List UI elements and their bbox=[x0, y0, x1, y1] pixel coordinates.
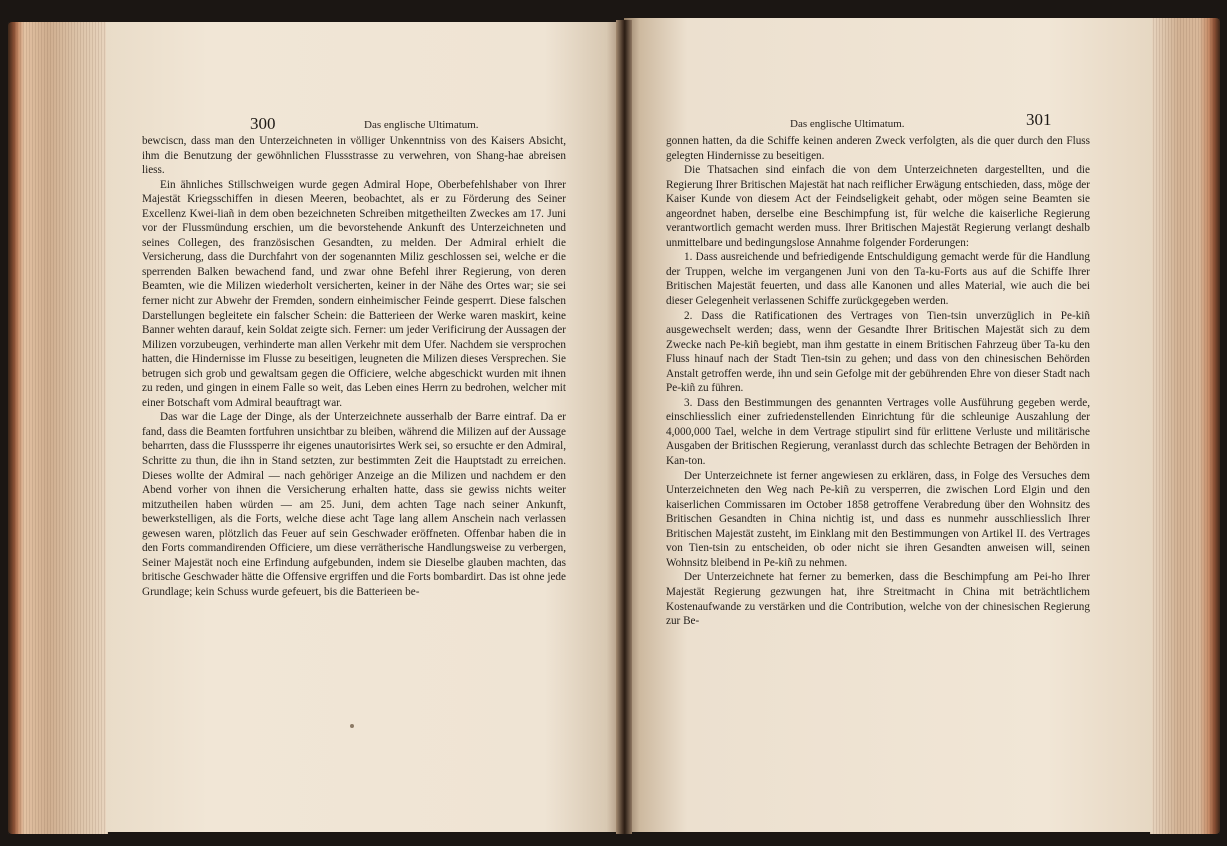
paragraph: Die Thatsachen sind einfach die von dem Unterzeichneten dargestellten, und die Regierung Ihrer Britischen Majestät hat nach reiflicher Erwägung entschieden, dass, möge der Kaiser Kunde von diesem Act der Feindseligkeit gehabt, oder mögen seine Beamten sie angeordnet haben, derselbe eine Beschimpfung ist, für welche die kaiserliche Regierung verantwortlich gemacht werden muss. Ihrer Britischen Majestät Regierung verlangt deshalb unmittelbare und bedingungslose Annahme folgender Forderungen: bbox=[666, 164, 1090, 249]
paragraph: gonnen hatten, da die Schiffe keinen anderen Zweck verfolgten, als die quer durch den Fluss gelegten Hindernisse zu beseitigen. bbox=[666, 135, 1090, 162]
paragraph: bewciscn, dass man den Unterzeichneten in völliger Unkenntniss von des Kaisers Absicht, ihm die Benutzung der gewöhnlichen Flussstrasse zu verwehren, von Shang-hae abreisen liess. bbox=[142, 135, 566, 177]
left-page-number: 300 bbox=[250, 114, 276, 133]
paragraph: 3. Dass den Bestimmungen des genannten Vertrages volle Ausführung gegeben werde, einschliesslich einer zufriedenstellenden Einrichtung für die schleunige Auszahlung der 4,000,000 Tael, welche in dem Vertrage stipulirt sind für erlittene Verluste und militärische Ausgaben der Britischen Regierung, veranlasst durch das schlechte Betragen der Behörden in Kan-ton. bbox=[666, 396, 1090, 468]
book-gutter bbox=[616, 20, 632, 834]
right-page-number: 301 bbox=[1026, 110, 1052, 129]
right-running-head: Das englische Ultimatum. bbox=[790, 118, 905, 130]
paragraph: Der Unterzeichnete ist ferner angewiesen zu erklären, dass, in Folge des Versuches dem Unterzeichneten den Weg nach Pe-kiñ zu versperren, die zwischen Lord Elgin und den kaiserlichen Commissaren im October 1858 getroffene Verabredung über den Wohnsitz des Britischen Gesandten in China nichtig ist, und dass es nunmehr ausschliesslich Ihrer Britischen Majestät zusteht, im Einklang mit den Bestimmungen von Artikel II. des Vertrages von Tien-tsin zu entscheiden, ob oder nicht sie ihren Gesandten anweisen will, seinen Wohnsitz bleibend in Pe-kiñ zu nehmen. bbox=[666, 469, 1090, 569]
paragraph: 2. Dass die Ratificationen des Vertrages von Tien-tsin unverzüglich in Pe-kiñ ausgewechselt werden; dass, wenn der Gesandte Ihrer Britischen Majestät sich zu dem Zwecke nach Pe-kiñ begiebt, man ihm gestatte in einem Britischen Fahrzeug über Ta-ku den Fluss hinauf nach der Stadt Tien-tsin zu gehen; und dass von den chinesischen Behörden Anstalt getroffen werde, ihn und sein Gefolge mit der gebührenden Ehre von dieser Stadt nach Pe-kiñ zu führen. bbox=[666, 309, 1090, 395]
left-page-edges bbox=[8, 22, 108, 834]
right-page-edges bbox=[1150, 18, 1220, 834]
paragraph: Der Unterzeichnete hat ferner zu bemerken, dass die Beschimpfung am Pei-ho Ihrer Majestät Regierung gezwungen hat, ihre Streitmacht in China mit beträchtlichem Kostenaufwande zu verstärken und die Contribution, welche von der chinesischen Regierung zur Be- bbox=[666, 571, 1090, 628]
left-page-body bbox=[142, 134, 566, 600]
paragraph: Ein ähnliches Stillschweigen wurde gegen Admiral Hope, Oberbefehlshaber von Ihrer Majestät Kriegsschiffen in diesen Meeren, beobachtet, als er zu Förderung des Seiner Excellenz Kwei-liañ in dem oben bezeichneten Schreiben mitgetheilten Zweckes am 17. Juni vor der Flussmündung erschien, um die bevorstehende Ankunft des Unterzeichneten und seines Collegen, des französischen Gesandten, zu melden. Der Admiral erhielt die Versicherung, dass die Durchfahrt von der sogenannten Miliz geschlossen sei, welche er die sperrenden Balken bewachend fand, und zwar ohne Befehl ihrer Regierung, von deren Beamten, wie die Milizen wiederholt versicherten, keiner in der Nähe des Ortes war; sie sei ferner nicht zur Abwehr der Fremden, sondern einheimischer Feinde gesperrt. Diese falschen Darstellungen begleitete ein falscher Schein: die Batterieen der Werke waren maskirt, keine Banner wehten darauf, kein Soldat zeigte sich. Ferner: um jeder Verificirung der Aussagen der Milizen vorzubeugen, verhinderte man allen Verkehr mit dem Ufer. Nachdem sie versprochen hatten, die Hindernisse im Flusse zu beseitigen, leugneten die Milizen dieses Versprechen. Sie betrugen sich grob und gewaltsam gegen die Officiere, welche abgeschickt wurden mit ihnen zu reden, und gingen in einem Falle so weit, das Leben eines Herrn zu bedrohen, welcher mit einer Botschaft vom Admiral beauftragt war. bbox=[142, 178, 566, 409]
right-page-body bbox=[666, 134, 1090, 629]
paragraph: 1. Dass ausreichende und befriedigende Entschuldigung gemacht werde für die Handlung der Truppen, welche im vergangenen Juni von den Ta-ku-Forts aus auf die Schiffe Ihrer Britischen Majestät feuerten, und dass alle Kanonen und alles Material, wie auch die bei dieser Gelegenheit verlassenen Schiffe zurückgegeben werden. bbox=[666, 251, 1090, 308]
paragraph: Das war die Lage der Dinge, als der Unterzeichnete ausserhalb der Barre eintraf. Da er fand, dass die Beamten fortfuhren unsichtbar zu bleiben, während die Milizen auf der Aussage beharrten, dass die Flusssperre ihr eigenes unautorisirtes Werk sei, so ersuchte er den Admiral, Schritte zu thun, die ihn in Stand setzten, zur bestimmten Zeit die Hauptstadt zu erreichen. Dieses wollte der Admiral — nach gehöriger Anzeige an die Milizen und nachdem er den Abend vorher von ihnen die Versicherung erhalten hatte, dass sie gewiss nichts weiter mitzutheilen haben würden — am 25. Juni, dem achten Tage nach seiner Ankunft, bewerkstelligen, als die Forts, welche diese acht Tage lang allem Anschein nach verlassen gewesen waren, plötzlich das Feuer auf sein Geschwader eröffneten. Offenbar haben die in den Forts commandirenden Officiere, um diese verrätherische Handlungsweise zu verbergen, Seiner Majestät noch eine Erfindung aufgebunden, indem sie Dieselbe glauben machten, das britische Geschwader hätte die Offensive ergriffen und die Forts bombardirt. Das ist ohne jede Grundlage; kein Schuss wurde gefeuert, bis die Batterieen be- bbox=[142, 411, 566, 598]
page-mark bbox=[350, 724, 354, 728]
left-running-head: Das englische Ultimatum. bbox=[364, 119, 479, 131]
